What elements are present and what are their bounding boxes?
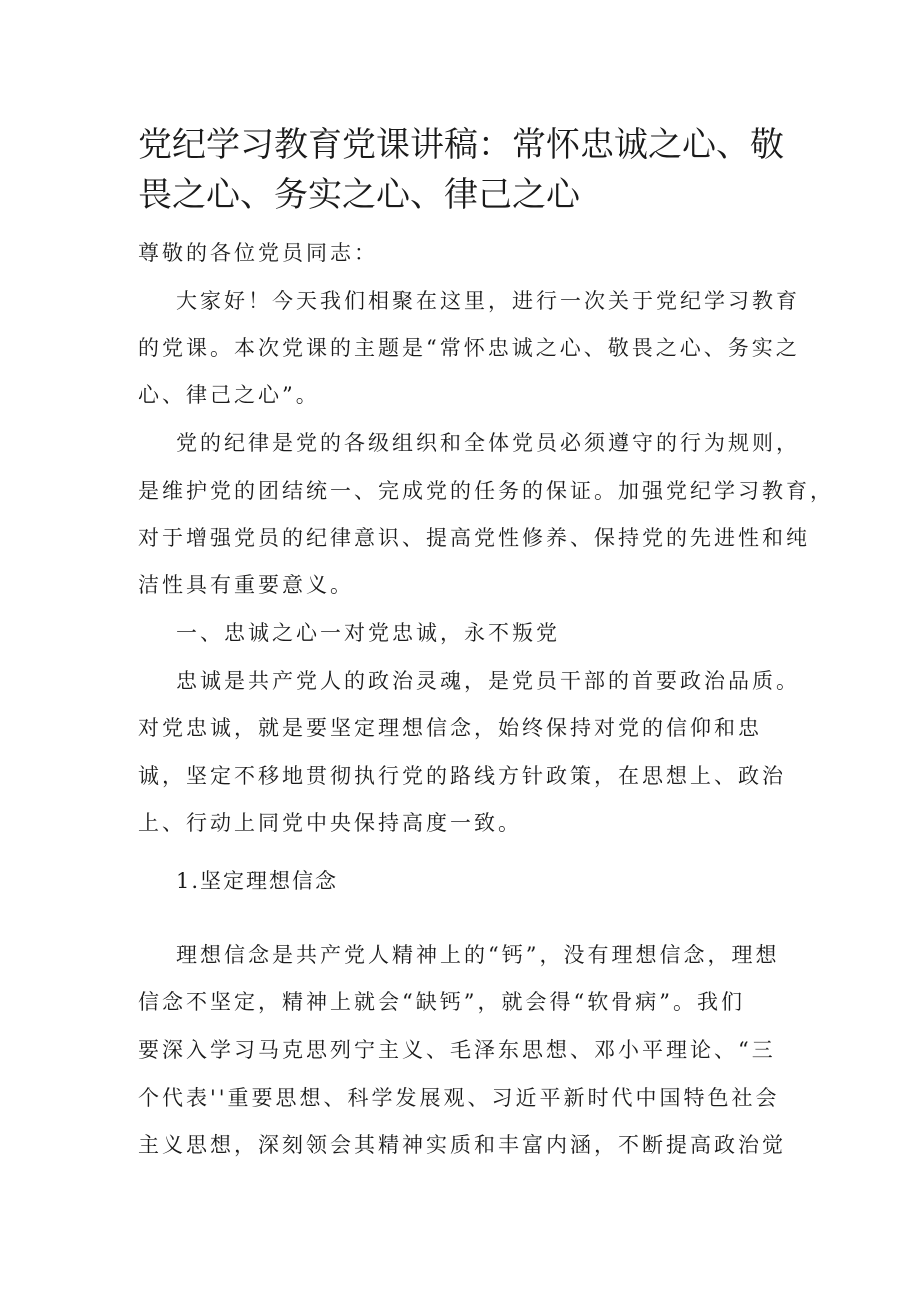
paragraph-line: 诚，坚定不移地贯彻执行党的路线方针政策，在思想上、政治 [138,764,786,788]
paragraph-line: 是维护党的团结统一、完成党的任务的保证。加强党纪学习教育， [138,479,834,503]
paragraph-line: 要深入学习马克思列宁主义、毛泽东思想、邓小平理论、“三 [138,1038,776,1062]
paragraph-line: 的党课。本次党课的主题是“常怀忠诚之心、敬畏之心、务实之 [138,336,800,360]
section-heading: 一、忠诚之心一对党忠诚，永不叛党 [176,621,560,645]
document-title [138,120,798,220]
paragraph-line: 信念不坚定，精神上就会“缺钙”，就会得“软骨病”。我们 [138,990,745,1014]
paragraph-line: 对党忠诚，就是要坚定理想信念，始终保持对党的信仰和忠 [138,716,762,740]
paragraph-line: 主义思想，深刻领会其精神实质和丰富内涵，不断提高政治觉 [138,1133,786,1157]
paragraph-line: 上、行动上同党中央保持高度一致。 [138,811,522,835]
title-line-1: 党纪学习教育党课讲稿：常怀忠诚之心、敬 [138,125,784,165]
paragraph-line: 心、律己之心”。 [138,383,320,407]
paragraph-line: 对于增强党员的纪律意识、提高党性修养、保持党的先进性和纯 [138,526,810,550]
paragraph-line: 大家好！今天我们相聚在这里，进行一次关于党纪学习教育 [176,289,800,313]
paragraph-line: 党的纪律是党的各级组织和全体党员必须遵守的行为规则， [176,431,800,455]
title-line-2: 畏之心、务实之心、律己之心 [138,175,580,215]
salutation: 尊敬的各位党员同志： [138,241,378,265]
paragraph-line: 理想信念是共产党人精神上的“钙”，没有理想信念，理想 [176,943,780,967]
paragraph-line: 个代表''重要思想、科学发展观、习近平新时代中国特色社会 [138,1086,780,1110]
subsection-heading: 1.坚定理想信念 [176,869,339,893]
paragraph-line: 洁性具有重要意义。 [138,573,354,597]
paragraph-line: 忠诚是共产党人的政治灵魂，是党员干部的首要政治品质。 [176,669,800,693]
